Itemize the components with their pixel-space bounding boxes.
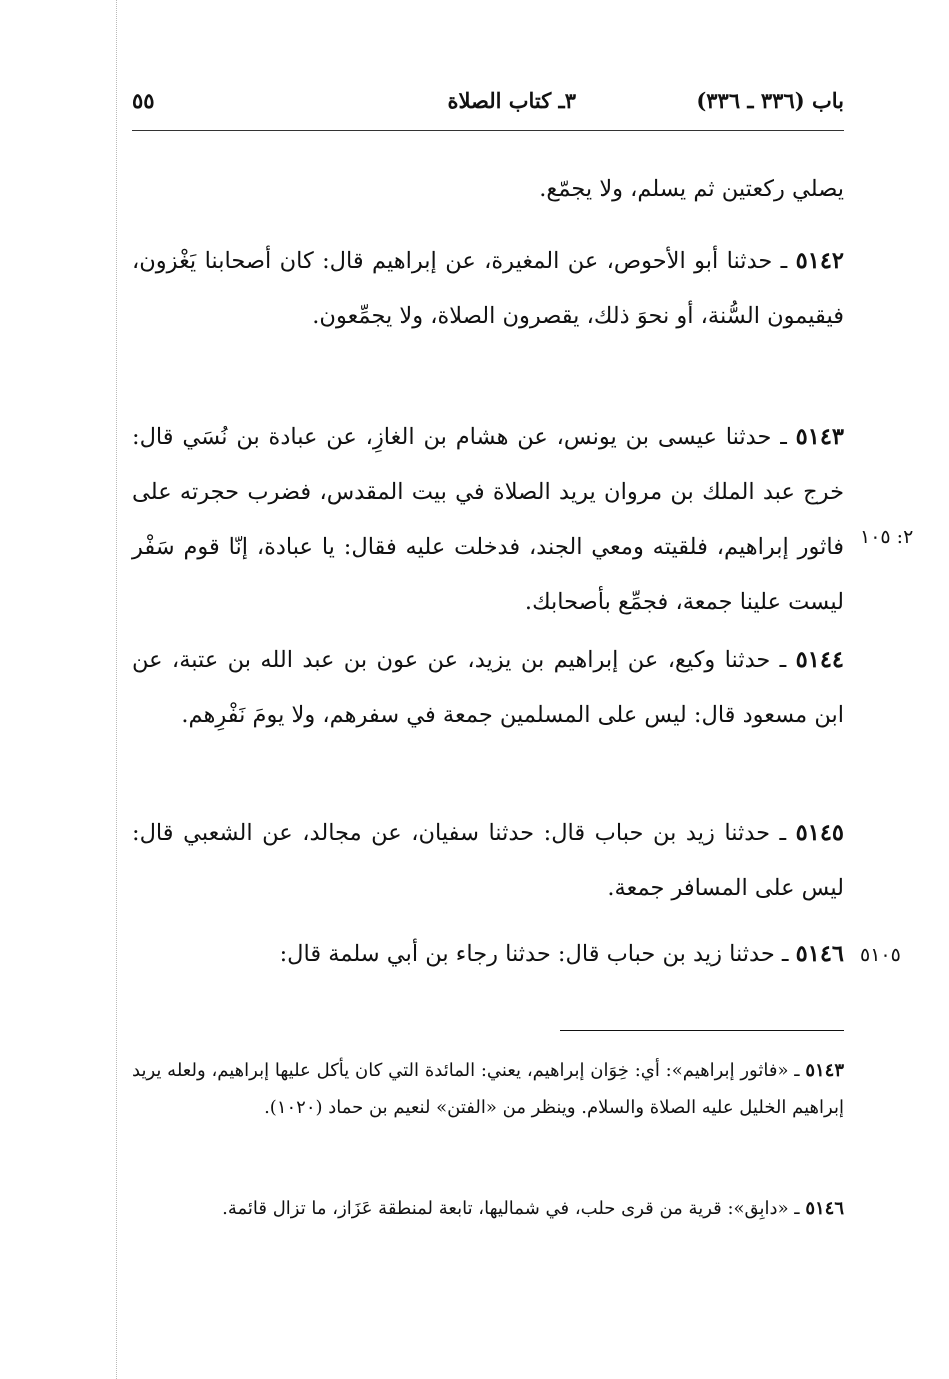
hadith-5144	[132, 633, 844, 743]
hadith-number: ٥١٤٣	[795, 424, 845, 450]
hadith-text: ـ حدثنا زيد بن حباب قال: حدثنا رجاء بن أبي سلمة قال:	[279, 941, 789, 967]
hadith-5145	[132, 806, 844, 916]
hadith-number: ٥١٤٢	[795, 248, 844, 274]
hadith-text: ـ حدثنا عيسى بن يونس، عن هشام بن الغازِ، عن عبادة بن نُسَي قال: خرج عبد الملك بن مروان يريد الصلاة في بيت المقدس، فضرب حجرته على فاثور إبراهيم، فلقيته ومعي الجند، فدخلت عليه فقال: يا عبادة، إنّا قوم سَفْر ليست علينا جمعة، فجمِّع بأصحابك.	[132, 424, 844, 615]
hadith-text: ـ حدثنا أبو الأحوص، عن المغيرة، عن إبراهيم قال: كان أصحابنا يَغْزون، فيقيمون السُّنة، أو نحوَ ذلك، يقصرون الصلاة، ولا يجمِّعون.	[132, 248, 844, 329]
hadith-text: ـ حدثنا وكيع، عن إبراهيم بن يزيد، عن عون بن عبد الله بن عتبة، عن ابن مسعود قال: ليس على المسلمين جمعة في سفرهم، ولا يومَ نَفْرِهم.	[132, 647, 844, 728]
footnote-text: ـ «دابِق»: قرية من قرى حلب، في شماليها، تابعة لمنطقة عَزَاز، ما تزال قائمة.	[222, 1198, 800, 1219]
footnote-number: ٥١٤٦	[805, 1198, 844, 1219]
paragraph-text: يصلي ركعتين ثم يسلم، ولا يجمّع.	[539, 176, 844, 202]
hadith-number: ٥١٤٤	[795, 647, 844, 673]
paragraph-intro	[132, 162, 844, 217]
header-chapter: باب (٣٣٦ ـ ٣٣٦)	[696, 88, 844, 113]
footnote-number: ٥١٤٣	[805, 1060, 844, 1081]
hadith-5142	[132, 234, 844, 344]
running-header	[132, 88, 844, 124]
footnote-5143	[132, 1052, 844, 1126]
header-book-title: ٣ـ كتاب الصلاة	[447, 88, 576, 113]
hadith-text: ـ حدثنا زيد بن حباب قال: حدثنا سفيان، عن مجالد، عن الشعبي قال: ليس على المسافر جمعة.	[132, 820, 844, 901]
header-rule	[132, 130, 844, 131]
hadith-number: ٥١٤٦	[795, 941, 844, 967]
hadith-5143	[132, 410, 844, 630]
footnote-text: ـ «فاثور إبراهيم»: أي: خِوَان إبراهيم، يعني: المائدة التي كان يأكل عليها إبراهيم، ولعله يريد إبراهيم الخليل عليه الصلاة والسلام. وينظر من «الفتن» لنعيم بن حماد (١٠٢٠).	[132, 1060, 844, 1118]
hadith-5146	[132, 927, 844, 982]
page-fold-line	[116, 0, 117, 1379]
page-number: ٥٥	[132, 88, 155, 113]
footnote-separator	[560, 1030, 844, 1031]
hadith-number: ٥١٤٥	[795, 820, 844, 846]
margin-reference: ٢: ١٠٥	[860, 526, 914, 548]
footnote-5146	[132, 1190, 844, 1227]
margin-reference: ٥١٠٥	[860, 944, 901, 966]
